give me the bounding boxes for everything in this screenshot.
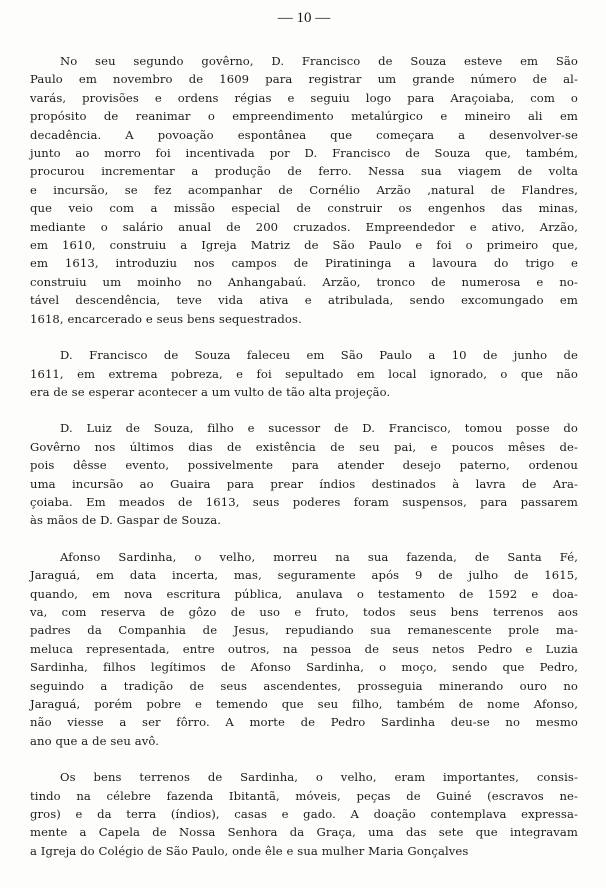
text-line: padres da Companhia de Jesus, repudiando sua remanescente prole ma- [30, 623, 578, 638]
text-line: tindo na célebre fazenda Ibitantã, móveis, peças de Guiné (escravos ne- [30, 788, 578, 803]
text-line: Jaraguá, em data incerta, mas, seguramente após 9 de julho de 1615, [30, 568, 578, 583]
text-line: meluca representada, entre outros, na pessoa de seus netos Pedro e Luzia [30, 641, 578, 656]
text-line: uma incursão ao Guaira para prear índios destinados à lavra de Ara- [30, 476, 578, 491]
page-number: — 10 — [277, 10, 331, 26]
text-line: decadência. A povoação espontânea que começara a desenvolver-se [30, 127, 578, 142]
text-line: varás, provisões e ordens régias e seguiu logo para Araçoiaba, com o [30, 90, 578, 105]
text-line: em 1613, introduziu nos campos de Piratininga a lavoura do trigo e [30, 256, 578, 271]
paragraph [30, 419, 578, 529]
paragraph [30, 346, 578, 401]
text-line: No seu segundo govêrno, D. Francisco de Souza esteve em São [60, 54, 578, 68]
text-line: D. Francisco de Souza faleceu em São Paulo a 10 de junho de [60, 348, 578, 363]
paragraph [30, 768, 578, 860]
text-line: era de se esperar acontecer a um vulto de tão alta projeção. [30, 384, 391, 399]
text-line: va, com reserva de gôzo de uso e fruto, todos seus bens terrenos aos [30, 604, 578, 619]
text-line: quando, em nova escritura pública, anulava o testamento de 1592 e doa- [30, 586, 578, 601]
text-line: çoiaba. Em meados de 1613, seus poderes foram suspensos, para passarem [30, 494, 578, 509]
text-line: Paulo em novembro de 1609 para registrar um grande número de al- [30, 72, 578, 87]
text-line: Jaraguá, porém pobre e temendo que seu filho, também de nome Afonso, [30, 697, 578, 711]
text-line: a Igreja do Colégio de São Paulo, onde êle e sua mulher Maria Gonçalves [30, 843, 469, 858]
paragraph [30, 52, 578, 328]
text-line: tável descendência, teve vida ativa e atribulada, sendo excomungado em [30, 293, 578, 308]
text-line: procurou incrementar a produção de ferro. Nessa sua viagem de volta [30, 164, 578, 179]
text-line: mediante o salário anual de 200 cruzados. Empreendedor e ativo, Arzão, [30, 219, 578, 234]
paragraph [30, 548, 578, 750]
text-line: D. Luiz de Souza, filho e sucessor de D. Francisco, tomou posse do [60, 421, 578, 436]
text-line: não viesse a ser fôrro. A morte de Pedro Sardinha deu-se no mesmo [30, 715, 578, 730]
text-line: pois dêsse evento, possivelmente para atender desejo paterno, ordenou [30, 458, 578, 473]
text-line: junto ao morro foi incentivada por D. Francisco de Souza que, também, [30, 146, 578, 161]
text-line: Afonso Sardinha, o velho, morreu na sua fazenda, de Santa Fé, [60, 549, 578, 564]
text-line: seguindo a tradição de seus ascendentes, prosseguia minerando ouro no [30, 678, 578, 693]
body-text [30, 52, 578, 860]
text-line: 1618, encarcerado e seus bens sequestrados. [30, 311, 302, 326]
text-line: Os bens terrenos de Sardinha, o velho, eram importantes, consis- [60, 770, 578, 785]
text-line: gros) e da terra (índios), casas e gado. A doação contemplava expressa- [30, 807, 578, 822]
text-line: ano que a de seu avô. [30, 733, 160, 748]
text-line: Sardinha, filhos legítimos de Afonso Sardinha, o moço, sendo que Pedro, [30, 660, 578, 675]
text-line: em 1610, construiu a Igreja Matriz de São Paulo e foi o primeiro que, [30, 238, 578, 253]
text-line: mente a Capela de Nossa Senhora da Graça, uma das sete que integravam [30, 825, 578, 840]
text-line: construiu um moinho no Anhangabaú. Arzão, tronco de numerosa e no- [30, 274, 578, 289]
text-line: às mãos de D. Gaspar de Souza. [30, 513, 222, 528]
text-line: Govêrno nos últimos dias de existência de seu pai, e poucos mêses de- [30, 439, 578, 454]
text-line: propósito de reanimar o empreendimento metalúrgico e mineiro ali em [30, 109, 578, 124]
text-line: 1611, em extrema pobreza, e foi sepultado em local ignorado, o que não [30, 366, 578, 381]
text-line: e incursão, se fez acompanhar de Cornélio Arzão ,natural de Flandres, [30, 182, 578, 197]
text-line: que veio com a missão especial de construir os engenhos das minas, [30, 201, 578, 216]
